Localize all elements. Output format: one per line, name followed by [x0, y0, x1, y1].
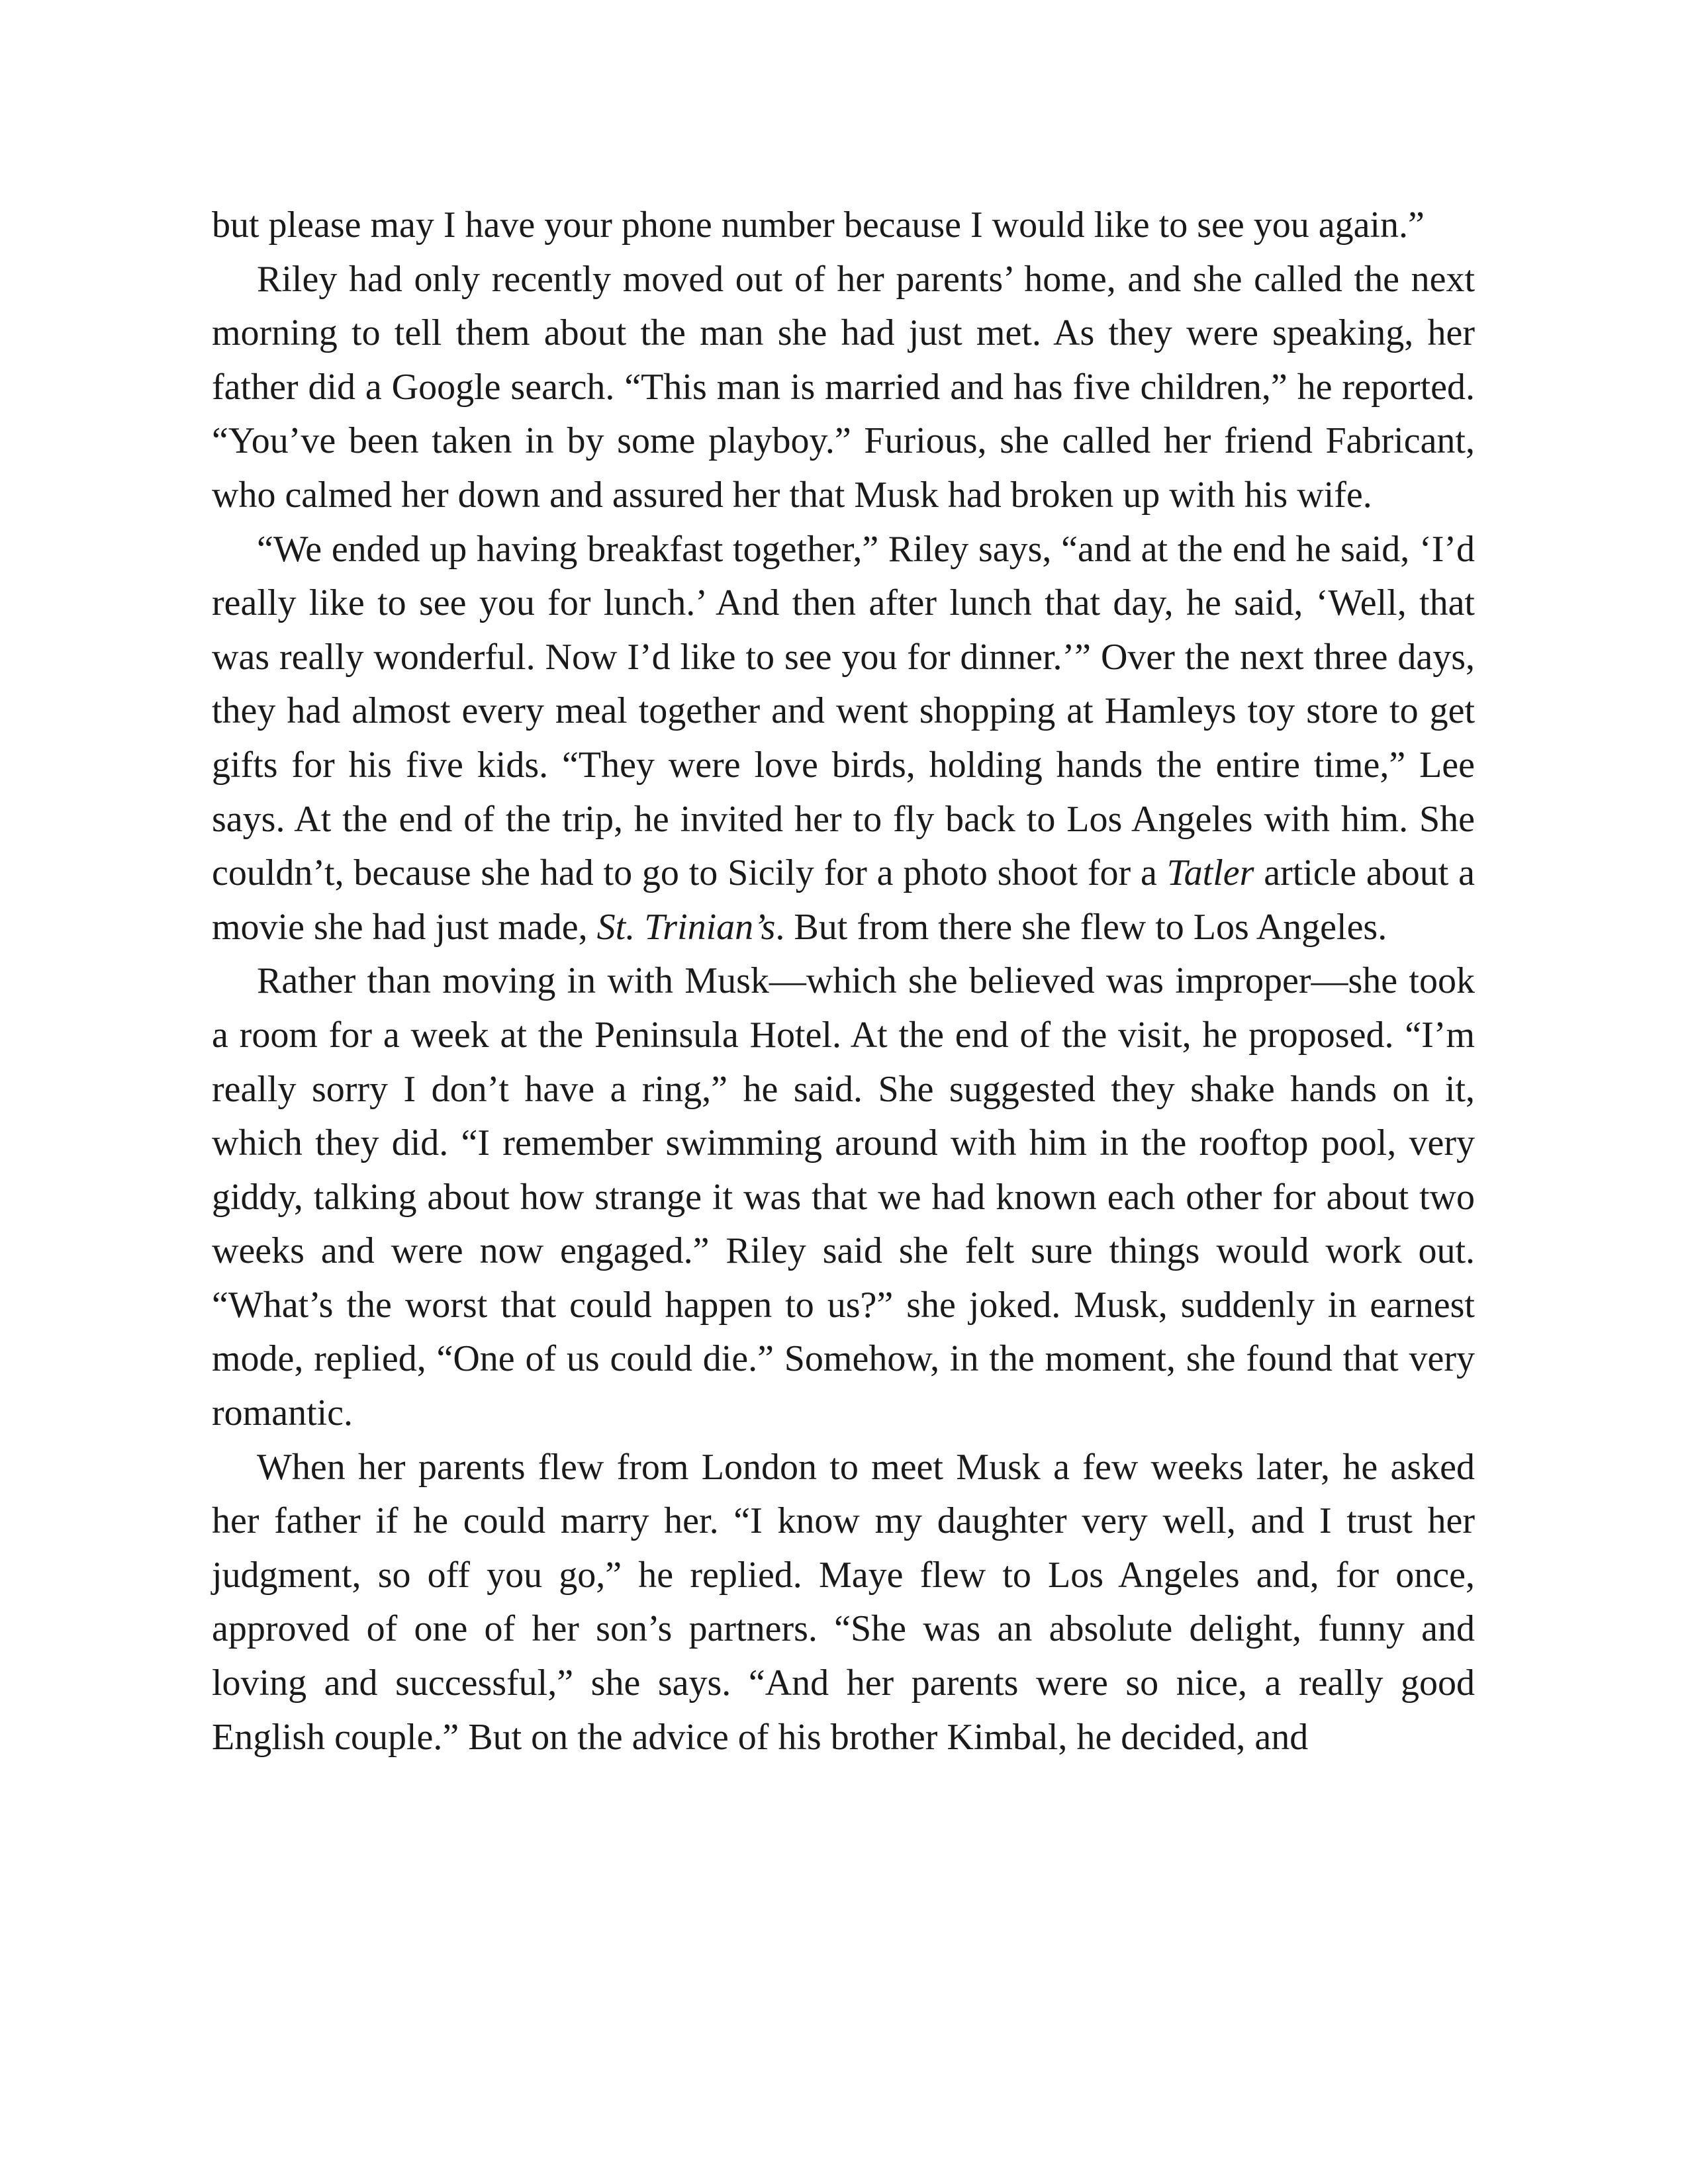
text-run: When her parents flew from London to meet Musk a few weeks later, he asked her father if he could marry her. “I know my daughter very well, and I trust her judgment, so off you go,” he replied. Maye flew to Los Angeles and, for once, approved of one of her son’s partners. “She was an absolute delight, funny and loving and successful,” she says. “And her parents were so nice, a really good English couple.” But on the advice of his brother Kimbal, he decided, and: [212, 1446, 1475, 1758]
text-run: but please may I have your phone number because I would like to see you again.”: [212, 205, 1425, 246]
page-body: [212, 199, 1475, 1764]
paragraph: [212, 199, 1475, 253]
italic-title-st-trinians: St. Trinian’s: [596, 906, 776, 948]
text-run: “We ended up having breakfast together,” Riley says, “and at the end he said, ‘I’d really like to see you for lunch.’ And then after lunch that day, he said, ‘Well, that was really wonderful. Now I’d like to see you for dinner.’” Over the next three days, they had almost every meal together and went shopping at Hamleys toy store to get gifts for his five kids. “They were love birds, holding hands the entire time,” Lee says. At the end of the trip, he invited her to fly back to Los Angeles with him. She couldn’t, because she had to go to Sicily for a photo shoot for a: [212, 528, 1475, 894]
text-run: Riley had only recently moved out of her parents’ home, and she called the next morning to tell them about the man she had just met. As they were speaking, her father did a Google search. “This man is married and has five children,” he reported. “You’ve been taken in by some playboy.” Furious, she called her friend Fabricant, who calmed her down and assured her that Musk had broken up with his wife.: [212, 258, 1475, 516]
paragraph: [212, 1441, 1475, 1765]
text-run: Rather than moving in with Musk—which she believed was improper—she took a room for a week at the Peninsula Hotel. At the end of the visit, he proposed. “I’m really sorry I don’t have a ring,” he said. She suggested they shake hands on it, which they did. “I remember swimming around with him in the rooftop pool, very giddy, talking about how strange it was that we had known each other for about two weeks and were now engaged.” Riley said she felt sure things would work out. “What’s the worst that could happen to us?” she joked. Musk, suddenly in earnest mode, replied, “One of us could die.” Somehow, in the moment, she found that very romantic.: [212, 960, 1475, 1434]
paragraph: [212, 954, 1475, 1440]
paragraph: [212, 253, 1475, 523]
text-run: . But from there she flew to Los Angeles.: [775, 906, 1387, 948]
paragraph: [212, 523, 1475, 955]
text-run: article about a movie she had just made,: [212, 852, 1475, 948]
italic-title-tatler: Tatler: [1166, 852, 1254, 894]
